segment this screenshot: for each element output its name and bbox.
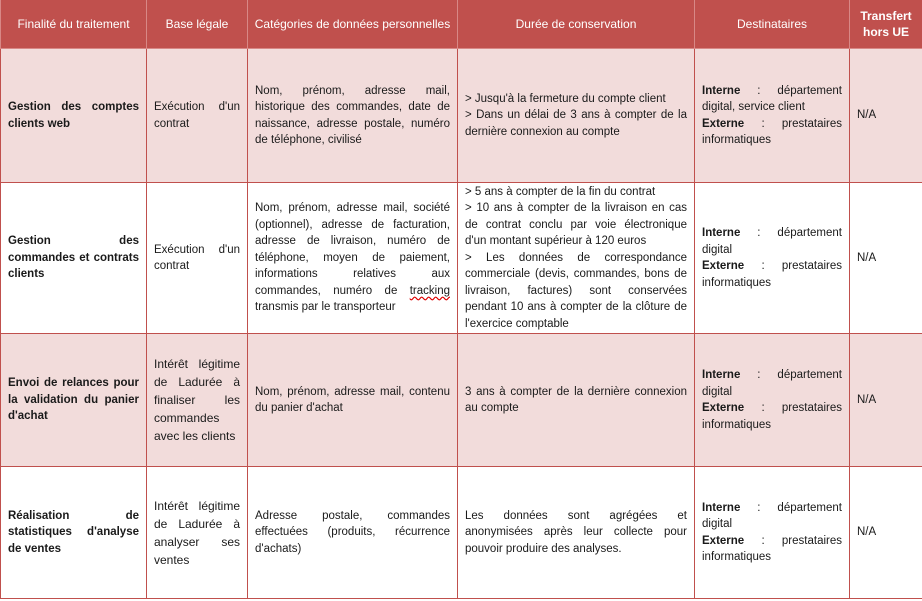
- retention-line: > Jusqu'à la fermeture du compte client: [465, 92, 666, 105]
- data-categories-cell: Nom, prénom, adresse mail, contenu du panier d'achat: [248, 334, 458, 467]
- transfer-cell: N/A: [850, 49, 922, 183]
- internal-label: Interne: [702, 369, 741, 381]
- external-label: Externe: [702, 117, 745, 130]
- retention-line: > Les données de correspondance commerciale (devis, commandes, bons de livraison, factures) sont conservées pendant 10 ans à compter de la clôture de l'exercice comptable: [465, 251, 687, 330]
- internal-label: Interne: [702, 501, 741, 514]
- retention-line: Les données sont agrégées et anonymisées après leur collecte pour pouvoir produire des analyses.: [465, 509, 687, 555]
- purpose-cell: Envoi de relances pour la validation du panier d'achat: [1, 334, 147, 467]
- header-purpose: Finalité du traitement: [1, 0, 147, 49]
- recipients-cell: [695, 334, 850, 467]
- categories-text-end: transmis par le transporteur: [255, 301, 396, 314]
- transfer-cell: N/A: [850, 467, 922, 599]
- retention-cell: [458, 49, 695, 183]
- external-recipients: [702, 400, 842, 433]
- external-label: Externe: [702, 402, 745, 414]
- header-row: [1, 0, 922, 49]
- retention-cell: [458, 467, 695, 599]
- external-recipients-value: : prestataires informatiques: [702, 260, 842, 289]
- retention-line: 3 ans à compter de la dernière connexion au compte: [465, 385, 687, 414]
- header-legal-basis: Base légale: [147, 0, 248, 49]
- data-categories-cell: [248, 183, 458, 334]
- retention-line: > 5 ans à compter de la fin du contrat: [465, 185, 656, 198]
- categories-text: Nom, prénom, adresse mail, société (optionnel), adresse de facturation, adresse de livraison, numéro de téléphone, moyen de paiement, informations relatives aux commandes, numéro de: [255, 202, 450, 297]
- external-label: Externe: [702, 260, 745, 272]
- external-recipients: [702, 533, 842, 566]
- header-retention: Durée de conservation: [458, 0, 695, 49]
- table-row: [1, 49, 922, 183]
- legal-basis-cell: Intérêt légitime de Ladurée à analyser ses ventes: [147, 467, 248, 599]
- table-row: [1, 467, 922, 599]
- tracking-word: tracking: [409, 284, 450, 297]
- header-recipients: Destinataires: [695, 0, 850, 49]
- legal-basis-cell: Intérêt légitime de Ladurée à finaliser les commandes avec les clients: [147, 334, 248, 467]
- transfer-cell: N/A: [850, 183, 922, 334]
- retention-line: > 10 ans à compter de la livraison en cas de contrat conclu par voie électronique d'un montant supérieur à 120 euros: [465, 202, 687, 248]
- internal-recipients-value: : département digital, service client: [702, 84, 842, 113]
- purpose-cell: Gestion des commandes et contrats clients: [1, 183, 147, 334]
- recipients-cell: [695, 183, 850, 334]
- retention-cell: [458, 334, 695, 467]
- internal-label: Interne: [702, 84, 741, 97]
- external-recipients-value: : prestataires informatiques: [702, 534, 842, 563]
- transfer-cell: N/A: [850, 334, 922, 467]
- external-recipients: [702, 258, 842, 291]
- header-data-categories: Catégories de données personnelles: [248, 0, 458, 49]
- external-label: Externe: [702, 534, 745, 547]
- data-categories-cell: Nom, prénom, adresse mail, historique des commandes, date de naissance, adresse postale, numéro de téléphone, civilisé: [248, 49, 458, 183]
- internal-label: Interne: [702, 227, 741, 239]
- external-recipients: [702, 116, 842, 149]
- retention-cell: [458, 183, 695, 334]
- recipients-cell: [695, 467, 850, 599]
- external-recipients-value: : prestataires informatiques: [702, 402, 842, 431]
- table-row: [1, 334, 922, 467]
- header-transfer-outside-eu: Transfert hors UE: [850, 0, 922, 49]
- internal-recipients: [702, 367, 842, 400]
- recipients-cell: [695, 49, 850, 183]
- external-recipients-value: : prestataires informatiques: [702, 117, 842, 146]
- purpose-cell: Réalisation de statistiques d'analyse de ventes: [1, 467, 147, 599]
- internal-recipients: [702, 83, 842, 116]
- internal-recipients: [702, 225, 842, 258]
- legal-basis-cell: Exécution d'un contrat: [147, 183, 248, 334]
- retention-line: > Dans un délai de 3 ans à compter de la dernière connexion au compte: [465, 109, 687, 138]
- purpose-cell: Gestion des comptes clients web: [1, 49, 147, 183]
- data-categories-cell: Adresse postale, commandes effectuées (produits, récurrence d'achats): [248, 467, 458, 599]
- internal-recipients-value: : département digital: [702, 501, 842, 530]
- legal-basis-cell: Exécution d'un contrat: [147, 49, 248, 183]
- internal-recipients: [702, 500, 842, 533]
- table-row: [1, 183, 922, 334]
- internal-recipients-value: : département digital: [702, 369, 842, 398]
- internal-recipients-value: : département digital: [702, 227, 842, 256]
